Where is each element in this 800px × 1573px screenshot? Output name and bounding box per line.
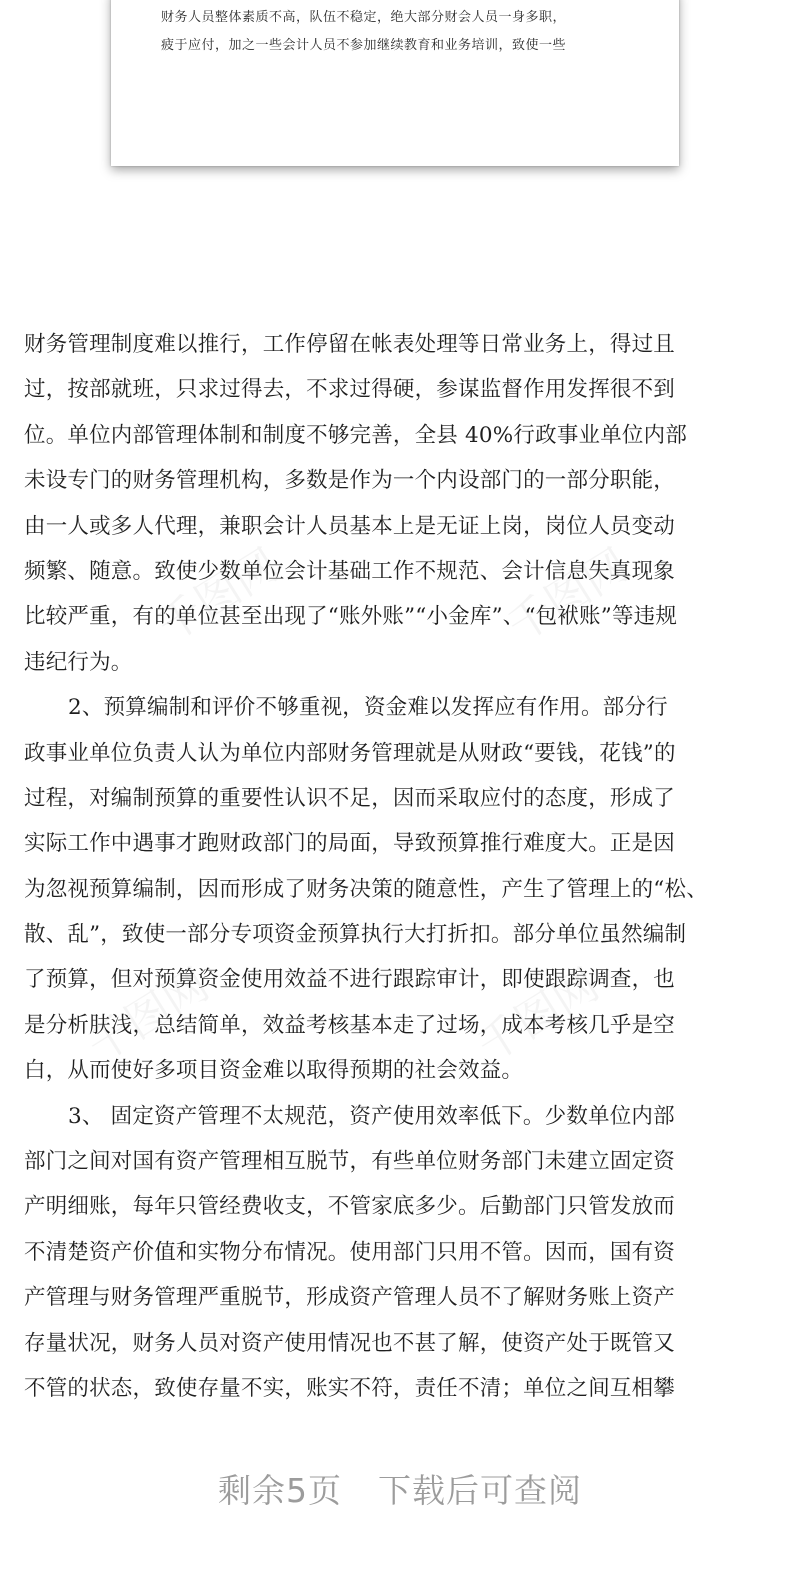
watermark: 千图网 <box>498 539 638 653</box>
document-line: 不管的状态，致使存量不实，账实不符，责任不清；单位之间互相攀 <box>24 1375 676 1401</box>
watermark: 千图网 <box>468 959 608 1073</box>
document-line: 为忽视预算编制，因而形成了财务决策的随意性，产生了管理上的“松、 <box>24 876 708 902</box>
document-line: 由一人或多人代理，兼职会计人员基本上是无证上岗，岗位人员变动 <box>24 513 676 539</box>
previous-page-preview <box>111 0 679 166</box>
document-line: 违纪行为。 <box>24 649 133 675</box>
download-prompt-banner[interactable] <box>0 1465 800 1512</box>
document-line: 散、乱”，致使一部分专项资金预算执行大打折扣。部分单位虽然编制 <box>24 922 687 948</box>
document-line: 未设专门的财务管理机构，多数是作为一个内设部门的一部分职能， <box>24 468 676 494</box>
document-line: 过程，对编制预算的重要性认识不足，因而采取应付的态度，形成了 <box>24 785 676 811</box>
preview-line: 疲于应付，加之一些会计人员不参加继续教育和业务培训，致使一些 <box>161 38 567 53</box>
document-line: 了预算，但对预算资金使用效益不进行跟踪审计，即使跟踪调查，也 <box>24 967 676 993</box>
document-line: 财务管理制度难以推行，工作停留在帐表处理等日常业务上，得过且 <box>24 332 676 357</box>
document-line: 频繁、随意。致使少数单位会计基础工作不规范、会计信息失真现象 <box>24 558 676 584</box>
document-line: 部门之间对国有资产管理相互脱节，有些单位财务部门未建立固定资 <box>24 1149 676 1175</box>
document-line: 存量状况，财务人员对资产使用情况也不甚了解，使资产处于既管又 <box>24 1330 676 1356</box>
document-line: 过，按部就班，只求过得去，不求过得硬，参谋监督作用发挥很不到 <box>24 377 676 403</box>
document-line: 产明细账，每年只管经费收支，不管家底多少。后勤部门只管发放而 <box>24 1194 676 1220</box>
document-line: 是分析肤浅，总结简单，效益考核基本走了过场，成本考核几乎是空 <box>24 1012 676 1038</box>
paragraph-start-line: 3、 固定资产管理不太规范，资产使用效率低下。少数单位内部 <box>68 1103 675 1129</box>
document-line: 白，从而使好多项目资金难以取得预期的社会效益。 <box>24 1058 524 1084</box>
document-line: 比较严重，有的单位甚至出现了“账外账”“小金库”、“包袱账”等违规 <box>24 604 678 630</box>
document-line: 实际工作中遇事才跑财政部门的局面，导致预算推行难度大。正是因 <box>24 831 676 857</box>
document-line: 产管理与财务管理严重脱节，形成资产管理人员不了解财务账上资产 <box>24 1285 676 1311</box>
watermark: 千图网 <box>148 539 288 653</box>
document-line: 政事业单位负责人认为单位内部财务管理就是从财政“要钱，花钱”的 <box>24 740 676 766</box>
paragraph-start-line: 2、预算编制和评价不够重视，资金难以发挥应有作用。部分行 <box>68 695 668 721</box>
document-line: 位。单位内部管理体制和制度不够完善，全县 40%行政事业单位内部 <box>24 422 688 448</box>
download-to-view-label[interactable]: 下载后可查阅 <box>378 1471 582 1510</box>
remaining-pages-label: 剩余5页 <box>218 1471 342 1510</box>
document-line: 不清楚资产价值和实物分布情况。使用部门只用不管。因而，国有资 <box>24 1239 676 1265</box>
document-body <box>24 322 784 1411</box>
watermark: 千图网 <box>78 959 218 1073</box>
preview-line: 财务人员整体素质不高，队伍不稳定，绝大部分财会人员一身多职， <box>161 10 567 25</box>
